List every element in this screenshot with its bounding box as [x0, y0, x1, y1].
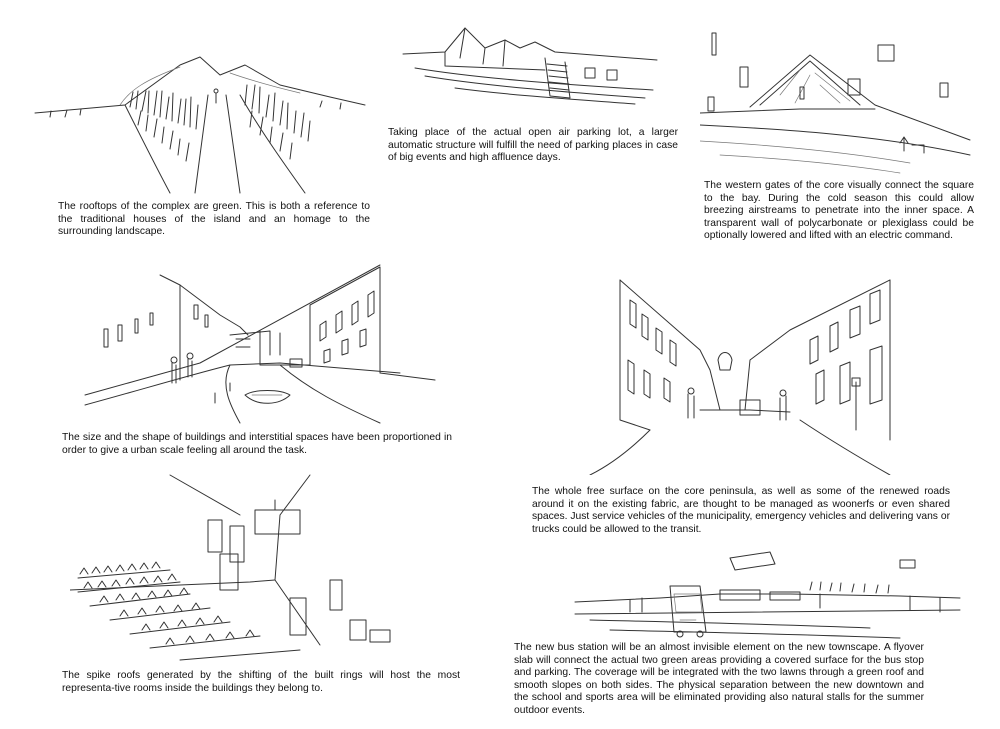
caption-urban-scale: The size and the shape of buildings and interstitial spaces have been proportioned in order to give a urban scale feeling all around the task.: [62, 432, 452, 456]
sketch-spike-roof-room: [70, 470, 420, 665]
caption-free-surface: The whole free surface on the core peninsula, as well as some of the renewed roads around it on the existing fabric, are thought to be managed as woonerfs or even shared spaces. Just service vehicles of the municipality, emergency vehicles and delivering vans or trucks could be allowed to the transit.: [532, 486, 950, 535]
caption-spike-roofs: The spike roofs generated by the shifting of the built rings will host the most representa-tive rooms inside the buildings they belong to.: [62, 670, 460, 694]
caption-western-gates: The western gates of the core visually connect the square to the bay. During the cold season this could allow breezing airstreams to penetrate into the inner space. A transparent wall of polycarbonate or plexiglass could be optionally lowered and lifted with an electric command.: [704, 180, 974, 242]
caption-bus-station: The new bus station will be an almost invisible element on the new townscape. A flyover slab will connect the actual two green areas providing a covered surface for the bus stop and parking. The coverage will be integrated with the two lawns through a green roof and smooth slopes on both sides. The physical separation between the new downtown and the school and sports area will be eliminated providing also natural stalls for the summer outdoor events.: [514, 642, 924, 716]
sketch-western-gates: [700, 25, 980, 175]
sketch-bus-station: [570, 550, 965, 640]
caption-green-roofs: The rooftops of the complex are green. This is both a reference to the traditional houses of the island and an homage to the surrounding landscape.: [58, 201, 370, 238]
sketch-parking-structure: [395, 18, 665, 113]
sketch-urban-scale: [80, 255, 440, 425]
sketch-green-roofs: [30, 35, 370, 195]
sketch-shared-street: [570, 270, 900, 475]
caption-parking: Taking place of the actual open air parking lot, a larger automatic structure will fulfill the need of parking places in case of big events and high affluence days.: [388, 127, 678, 164]
